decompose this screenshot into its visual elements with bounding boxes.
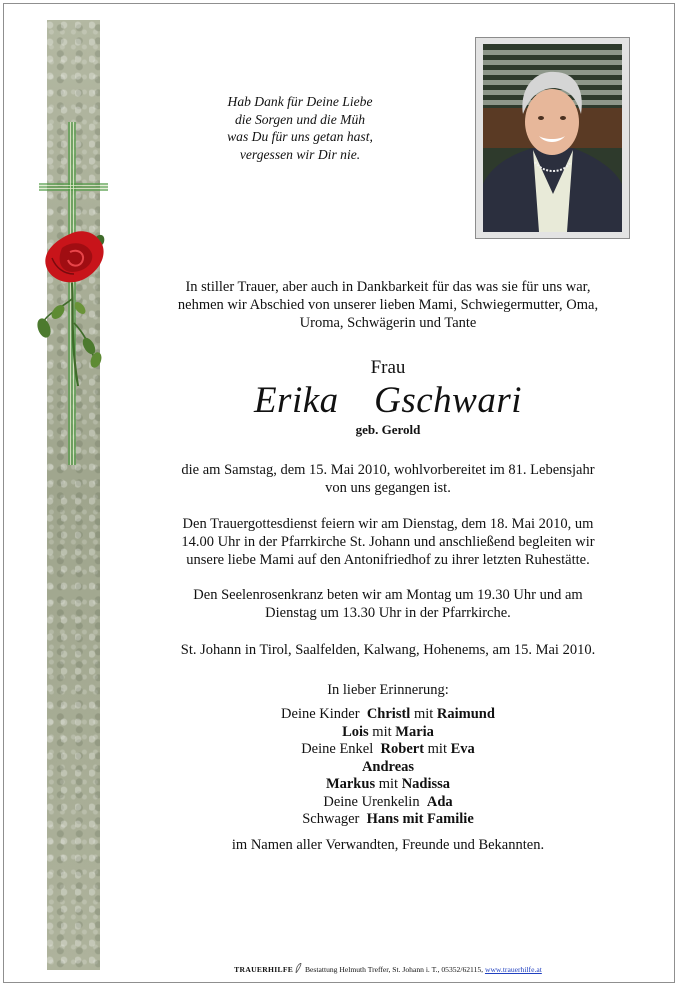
portrait-photo <box>483 44 622 232</box>
funeral-service <box>150 515 626 569</box>
rosary-line: Den Seelenrosenkranz beten wir am Montag um 19.30 Uhr und am <box>193 587 583 603</box>
poem-line: Hab Dank für Deine Liebe <box>227 94 373 109</box>
portrait-frame <box>475 37 630 239</box>
family-line-markus <box>150 776 626 794</box>
mit-word: mit <box>427 741 447 757</box>
intro-line: In stiller Trauer, aber auch in Dankbarkeit für das was sie für uns war, <box>185 279 591 295</box>
family-list <box>150 706 626 829</box>
service-line: 14.00 Uhr in der Pfarrkirche St. Johann und anschließend begleiten wir <box>181 534 595 550</box>
family-member: Eva <box>450 741 475 757</box>
family-member: Nadissa <box>401 776 451 792</box>
footer <box>150 963 626 974</box>
death-notice <box>150 461 626 497</box>
family-member: Maria <box>395 723 434 740</box>
family-member: Andreas <box>361 758 415 775</box>
family-line-lois <box>150 724 626 742</box>
mit-word: mit <box>378 776 399 792</box>
mit-word: mit <box>372 723 392 740</box>
mit-word: mit <box>413 706 434 722</box>
service-line: Den Trauergottesdienst feiern wir am Dienstag, dem 18. Mai 2010, um <box>182 516 594 532</box>
intro-line: nehmen wir Abschied von unserer lieben Mami, Schwiegermutter, Oma, <box>177 297 599 313</box>
kinder-label: Deine Kinder <box>281 706 360 722</box>
family-member: Ada <box>426 793 453 810</box>
death-line: die am Samstag, dem 15. Mai 2010, wohlvorbereitet im 81. Lebensjahr <box>181 462 595 478</box>
family-line-urenkelin <box>150 794 626 812</box>
schwager-label: Schwager <box>302 811 360 827</box>
enkel-label: Deine Enkel <box>301 741 374 757</box>
feather-icon <box>295 963 303 973</box>
family-member: Markus <box>325 776 376 792</box>
family-member: Hans mit Familie <box>366 811 474 827</box>
rose-icon <box>34 228 112 388</box>
maiden-name: geb. Gerold <box>355 422 421 437</box>
rosary-notice <box>150 586 626 622</box>
intro-text <box>150 278 626 332</box>
poem <box>150 93 450 163</box>
family-member: Lois <box>342 723 369 740</box>
footer-text: Bestattung Helmuth Treffer, St. Johann i. T., 05352/62115, <box>304 965 484 974</box>
urenkelin-label: Deine Urenkelin <box>323 793 420 810</box>
places-date: St. Johann in Tirol, Saalfelden, Kalwang, Hohenems, am 15. Mai 2010. <box>180 642 596 658</box>
poem-line: die Sorgen und die Müh <box>234 111 366 127</box>
intro-line: Uroma, Schwägerin und Tante <box>299 315 477 331</box>
footer-brand: TRAUERHILFE <box>234 965 294 974</box>
footer-link[interactable]: www.trauerhilfe.at <box>484 965 542 974</box>
service-line: unsere liebe Mami auf den Antonifriedhof zu ihrer letzten Ruhestätte. <box>186 552 590 568</box>
poem-line: vergessen wir Dir nie. <box>239 146 361 162</box>
family-line-kinder <box>150 706 626 724</box>
closing-line: im Namen aller Verwandten, Freunde und Bekannten. <box>231 837 545 853</box>
family-line-andreas <box>150 759 626 777</box>
family-member: Raimund <box>436 706 495 722</box>
deceased-name: Erika Gschwari <box>253 380 523 421</box>
family-line-schwager <box>150 811 626 829</box>
memory-heading: In lieber Erinnerung: <box>327 682 449 698</box>
family-member: Christl <box>366 706 411 722</box>
family-member: Robert <box>380 741 425 757</box>
family-line-enkel <box>150 741 626 759</box>
rosary-line: Dienstag um 13.30 Uhr in der Pfarrkirche. <box>265 605 511 621</box>
salutation: Frau <box>370 357 406 378</box>
death-line: von uns gegangen ist. <box>325 480 451 496</box>
poem-line: was Du für uns getan hast, <box>227 129 373 144</box>
